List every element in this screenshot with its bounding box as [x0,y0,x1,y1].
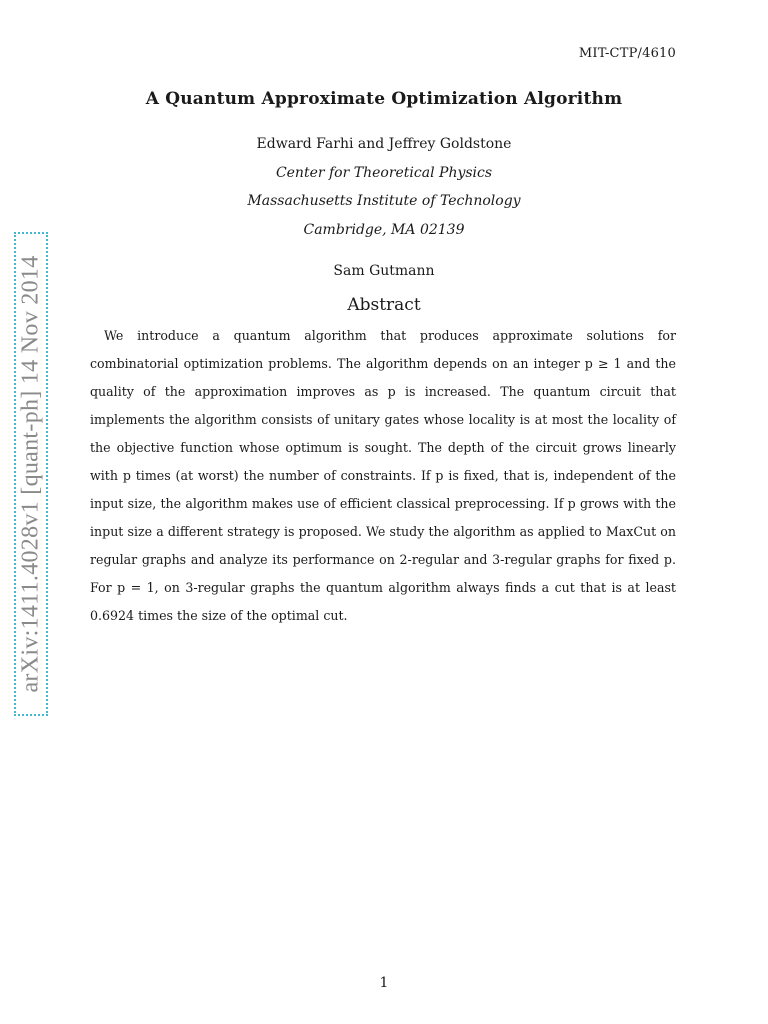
abstract-heading: Abstract [347,295,421,315]
second-author: Sam Gutmann [333,263,435,279]
affiliation-line: Massachusetts Institute of Technology [247,193,521,209]
arxiv-identifier: arXiv:1411.4028v1 [quant-ph] 14 Nov 2014 [17,255,44,693]
affiliation-line: Cambridge, MA 02139 [303,221,465,238]
abstract-body: We introduce a quantum algorithm that produces approximate solutions for combinatorial optimization problems. The algorithm depends on an integer p ≥ 1 and the quality of the approximation improves as p is increased. The quantum circuit that implements the algorithm consists of unitary gates whose locality is at most the locality of the objective function whose optimum is sought. The depth of the circuit grows linearly with p times (at worst) the number of constraints. If p is fixed, that is, independent of the input size, the algorithm makes use of efficient classical preprocessing. If p grows with the input size a different strategy is proposed. We study the algorithm as applied to MaxCut on regular graphs and analyze its performance on 2-regular and 3-regular graphs for fixed p. For p = 1, on 3-regular graphs the quantum algorithm always finds a cut that is at least 0.6924 times the size of the optimal cut. [90,328,676,623]
author-names: Edward Farhi and Jeffrey Goldstone [256,136,512,152]
page-number: 1 [379,975,389,991]
paper-title: A Quantum Approximate Optimization Algorithm [145,89,623,109]
arxiv-sidebar-stamp [14,232,48,716]
affiliation-line: Center for Theoretical Physics [275,164,493,181]
report-number: MIT-CTP/4610 [578,46,676,61]
author-block [0,134,768,248]
